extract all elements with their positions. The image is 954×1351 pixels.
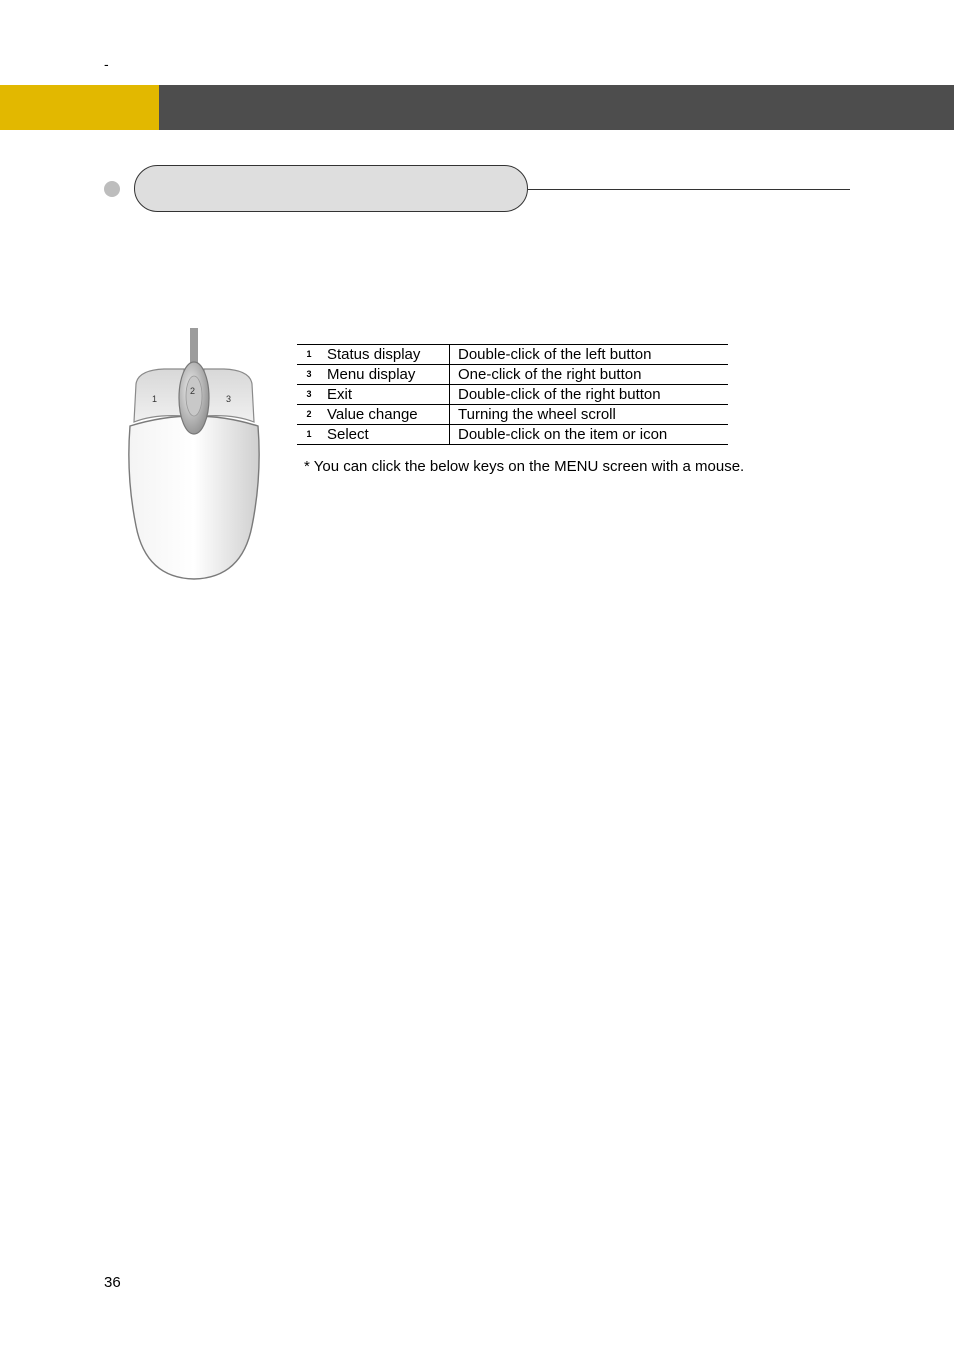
row-key-number: 3	[297, 365, 321, 385]
header-dash: -	[104, 56, 109, 72]
page-number: 36	[104, 1274, 121, 1291]
mouse-key-table	[297, 344, 728, 445]
table-row	[297, 405, 728, 425]
header-title-band	[159, 85, 954, 130]
row-action: Turning the wheel scroll	[450, 405, 729, 425]
mouse-label-wheel: 2	[190, 386, 196, 396]
mouse-illustration	[124, 326, 264, 582]
section-bullet-icon	[104, 181, 120, 197]
table-row	[297, 425, 728, 445]
section-divider	[528, 189, 850, 190]
mouse-usage-note: * You can click the below keys on the MENU screen with a mouse.	[304, 458, 745, 475]
row-key-number: 3	[297, 385, 321, 405]
row-key-number: 2	[297, 405, 321, 425]
row-action: Double-click of the left button	[450, 345, 729, 365]
mouse-label-right: 3	[226, 394, 232, 404]
row-function: Menu display	[321, 365, 450, 385]
row-action: Double-click of the right button	[450, 385, 729, 405]
table-row	[297, 345, 728, 365]
row-function: Exit	[321, 385, 450, 405]
row-action: One-click of the right button	[450, 365, 729, 385]
table-row	[297, 365, 728, 385]
row-action: Double-click on the item or icon	[450, 425, 729, 445]
header-accent-band	[0, 85, 159, 130]
row-key-number: 1	[297, 345, 321, 365]
row-key-number: 1	[297, 425, 321, 445]
section-title-pill	[134, 165, 528, 212]
row-function: Status display	[321, 345, 450, 365]
row-function: Select	[321, 425, 450, 445]
mouse-label-left: 1	[152, 394, 158, 404]
row-function: Value change	[321, 405, 450, 425]
mouse-left-button	[134, 369, 184, 422]
mouse-body	[129, 416, 259, 579]
table-row	[297, 385, 728, 405]
